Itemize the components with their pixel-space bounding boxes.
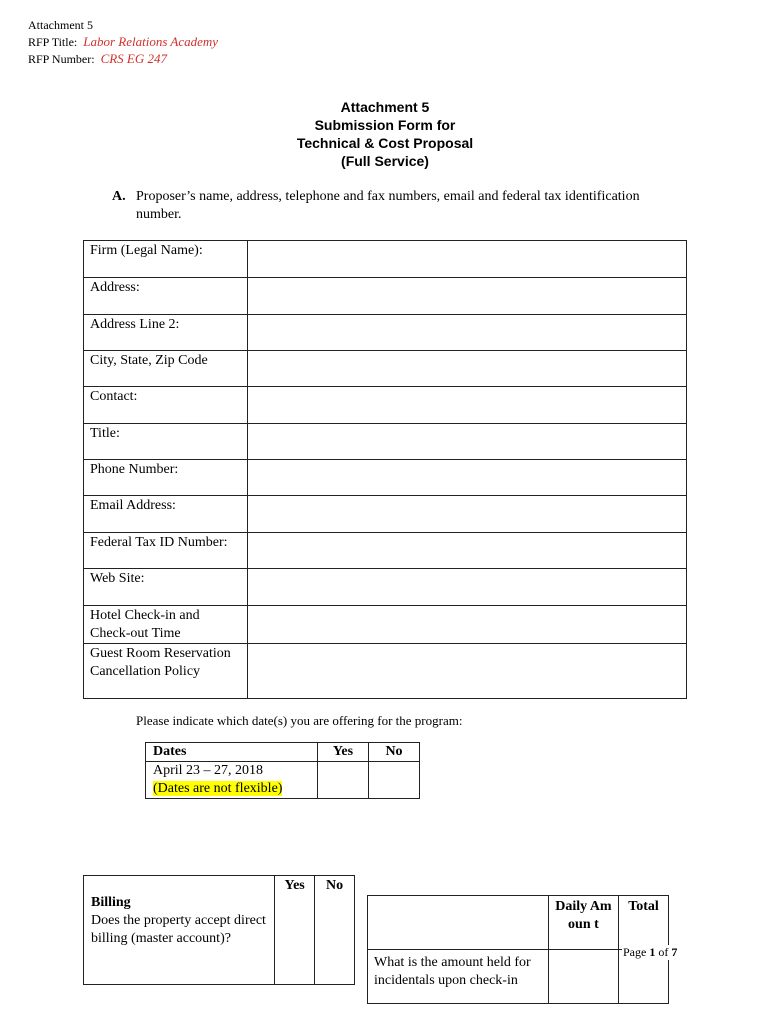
billing-question-cell xyxy=(84,876,275,985)
billing-table xyxy=(83,875,355,985)
dates-prompt: Please indicate which date(s) you are offering for the program: xyxy=(136,713,463,728)
table-row xyxy=(84,351,687,387)
attachment-header: Attachment 5 xyxy=(28,18,93,32)
field-label-address: Address: xyxy=(84,278,248,315)
date-note-highlight: (Dates are not flexible) xyxy=(153,781,283,796)
table-row xyxy=(84,424,687,460)
daily-amount-cell[interactable] xyxy=(548,950,618,1004)
daily-amount-header: Daily Amoun t xyxy=(548,896,618,950)
field-input-email[interactable] xyxy=(248,496,687,533)
table-row xyxy=(84,644,687,699)
table-row xyxy=(84,460,687,496)
billing-question: Does the property accept direct billing (master account)? xyxy=(91,913,266,946)
dates-table xyxy=(145,742,420,799)
form-title xyxy=(235,98,535,170)
rfp-title-value: Labor Relations Academy xyxy=(83,34,219,49)
date-cell xyxy=(146,762,318,799)
field-label-city-state-zip: City, State, Zip Code xyxy=(84,351,248,387)
field-label-phone: Phone Number: xyxy=(84,460,248,496)
total-header: Total xyxy=(619,896,669,950)
field-input-title[interactable] xyxy=(248,424,687,460)
proposer-info-table xyxy=(83,240,687,699)
field-label-check-in-out: Hotel Check-in and Check-out Time xyxy=(84,606,248,644)
title-line-2: Submission Form for xyxy=(314,117,456,133)
page-of: of xyxy=(658,945,669,959)
page-number xyxy=(622,945,678,960)
billing-yes-label: Yes xyxy=(284,878,305,893)
field-label-email: Email Address: xyxy=(84,496,248,533)
title-line-3: Technical & Cost Proposal xyxy=(296,135,474,151)
section-a-label: A. xyxy=(112,189,126,204)
field-label-contact: Contact: xyxy=(84,387,248,424)
table-header-row xyxy=(146,743,420,762)
rfp-number-value: CRS EG 247 xyxy=(100,51,168,66)
field-label-address-2: Address Line 2: xyxy=(84,315,248,351)
date-yes-cell[interactable] xyxy=(318,762,369,799)
field-input-tax-id[interactable] xyxy=(248,533,687,569)
table-row xyxy=(84,533,687,569)
field-input-check-in-out[interactable] xyxy=(248,606,687,644)
date-no-cell[interactable] xyxy=(369,762,420,799)
section-a-text: Proposer’s name, address, telephone and fax numbers, email and federal tax identification number. xyxy=(136,189,640,222)
field-label-cancellation: Guest Room Reservation Cancellation Policy xyxy=(84,644,248,699)
table-row xyxy=(146,762,420,799)
table-row xyxy=(84,496,687,533)
table-row xyxy=(84,569,687,606)
billing-no-label: No xyxy=(325,878,344,893)
section-a xyxy=(112,188,692,224)
billing-yes-cell[interactable] xyxy=(275,876,315,985)
field-input-address-2[interactable] xyxy=(248,315,687,351)
billing-title: Billing xyxy=(91,895,131,910)
rfp-number-line xyxy=(28,51,167,67)
table-row xyxy=(84,387,687,424)
page-current: 1 xyxy=(649,945,656,959)
page-total: 7 xyxy=(671,945,678,959)
rfp-title-line xyxy=(28,34,218,50)
yes-header: Yes xyxy=(318,743,369,762)
title-line-1: Attachment 5 xyxy=(340,99,430,115)
rfp-number-label: RFP Number: xyxy=(28,52,95,66)
table-row xyxy=(84,315,687,351)
table-row xyxy=(84,278,687,315)
field-input-phone[interactable] xyxy=(248,460,687,496)
field-input-firm[interactable] xyxy=(248,241,687,278)
field-label-website: Web Site: xyxy=(84,569,248,606)
field-input-address[interactable] xyxy=(248,278,687,315)
incidentals-question: What is the amount held for incidentals upon check-in xyxy=(368,950,549,1004)
field-input-cancellation[interactable] xyxy=(248,644,687,699)
no-header: No xyxy=(369,743,420,762)
date-value: April 23 – 27, 2018 xyxy=(153,763,264,778)
billing-no-cell[interactable] xyxy=(315,876,355,985)
table-row xyxy=(84,606,687,644)
field-label-title: Title: xyxy=(84,424,248,460)
incidentals-blank-header xyxy=(368,896,549,950)
page-label: Page xyxy=(623,945,647,959)
field-input-website[interactable] xyxy=(248,569,687,606)
field-input-contact[interactable] xyxy=(248,387,687,424)
table-row xyxy=(84,876,355,985)
field-label-firm: Firm (Legal Name): xyxy=(84,241,248,278)
table-row xyxy=(84,241,687,278)
title-line-4: (Full Service) xyxy=(341,153,429,169)
table-header-row xyxy=(368,896,669,950)
field-input-city-state-zip[interactable] xyxy=(248,351,687,387)
rfp-title-label: RFP Title: xyxy=(28,35,78,49)
dates-header: Dates xyxy=(146,743,318,762)
field-label-tax-id: Federal Tax ID Number: xyxy=(84,533,248,569)
